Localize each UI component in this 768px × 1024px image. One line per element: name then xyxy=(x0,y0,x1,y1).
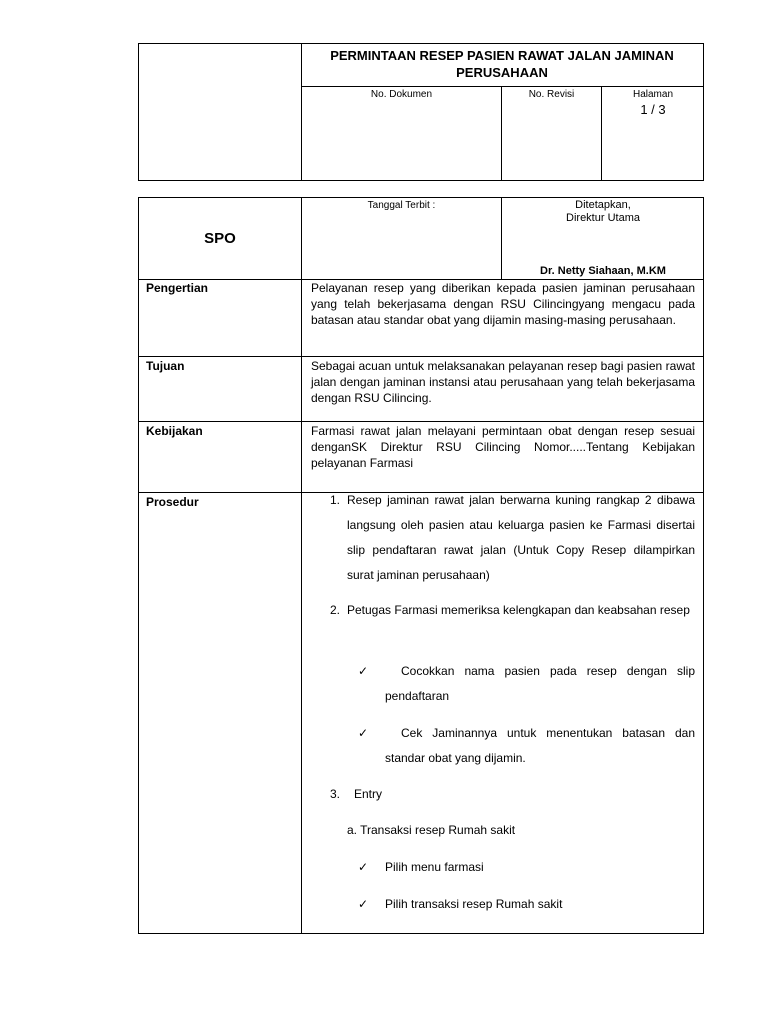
halaman-label: Halaman xyxy=(632,89,674,100)
tanggal-terbit-label: Tanggal Terbit : xyxy=(367,200,436,211)
ditetapkan-label: Ditetapkan, xyxy=(575,199,631,211)
sub-a-text: a. Transaksi resep Rumah sakit xyxy=(347,823,516,837)
step3-number: 3. xyxy=(330,787,341,801)
step1-text: Resep jaminan rawat jalan berwarna kuning rangkap 2 dibawa langsung oleh pasien atau keluarga pasien ke Farmasi disertai slip pendaftaran rawat jalan (Untuk Copy Resep dilampirkan surat jaminan perusahaan) xyxy=(347,493,695,582)
signer-name: Dr. Netty Siahaan, M.KM xyxy=(540,265,666,277)
check2-text: Cek Jaminannya untuk menentukan batasan dan standar obat yang dijamin. xyxy=(385,726,695,765)
main-col-divider xyxy=(301,197,302,934)
row-divider-3 xyxy=(138,421,704,422)
check-icon: ✓ xyxy=(358,860,369,874)
halaman-value: 1 / 3 xyxy=(640,102,666,117)
document-title: PERMINTAAN RESEP PASIEN RAWAT JALAN JAMINAN PERUSAHAAN xyxy=(330,48,674,80)
row-divider-2 xyxy=(138,356,704,357)
check1-text: Cocokkan nama pasien pada resep dengan slip pendaftaran xyxy=(385,664,695,703)
kebijakan-text: Farmasi rawat jalan melayani permintaan obat dengan resep sesuai denganSK Direktur RSU Cilincing Nomor.....Tentang Kebijakan pelayanan Farmasi xyxy=(311,424,695,470)
kebijakan-label: Kebijakan xyxy=(146,424,203,438)
tujuan-label: Tujuan xyxy=(146,359,185,373)
no-revisi-label: No. Revisi xyxy=(528,89,575,100)
step3-text: Entry xyxy=(354,787,383,801)
spo-label: SPO xyxy=(204,230,236,247)
check-icon: ✓ xyxy=(358,664,369,678)
pengertian-text: Pelayanan resep yang diberikan kepada pasien jaminan perusahaan yang telah bekerjasama dengan RSU Cilincingyang mengacu pada batasan atau standar obat yang dijamin masing-masing perusahaan. xyxy=(311,281,695,327)
check3-text: Pilih menu farmasi xyxy=(385,860,484,874)
check-icon: ✓ xyxy=(358,726,369,740)
direktur-utama-label: Direktur Utama xyxy=(566,212,640,224)
no-dokumen-label: No. Dokumen xyxy=(370,89,433,100)
prosedur-label: Prosedur xyxy=(146,495,199,509)
step2-number: 2. xyxy=(330,603,341,617)
header-title-divider xyxy=(301,86,704,87)
pengertian-label: Pengertian xyxy=(146,281,209,295)
tujuan-text: Sebagai acuan untuk melaksanakan pelayanan resep bagi pasien rawat jalan dengan jaminan instansi atau perusahaan yang telah bekerjasama dengan RSU Cilincing. xyxy=(311,359,695,405)
check4-text: Pilih transaksi resep Rumah sakit xyxy=(385,897,563,911)
check-icon: ✓ xyxy=(358,897,369,911)
step2-text: Petugas Farmasi memeriksa kelengkapan dan keabsahan resep xyxy=(347,603,690,617)
step1-number: 1. xyxy=(330,493,341,507)
